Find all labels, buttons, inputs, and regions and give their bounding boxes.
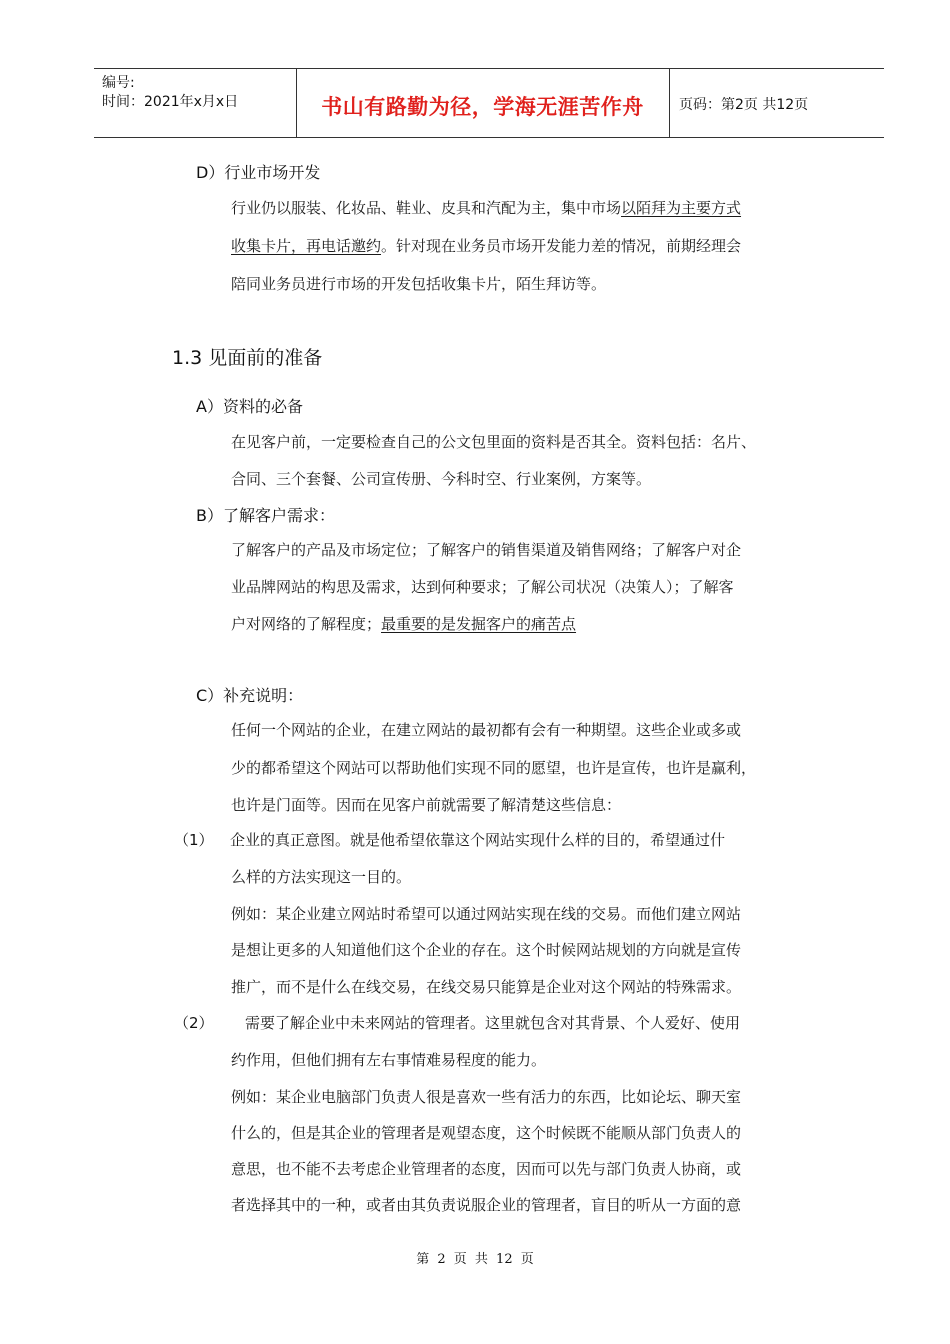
page-info: 页码：第2页 共12页	[679, 97, 809, 113]
paragraph-line: 是想让更多的人知道他们这个企业的存在。这个时候网站规划的方向就是宣传	[231, 941, 742, 959]
paragraph-line: 也许是门面等。因而在见客户前就需要了解清楚这些信息：	[231, 796, 622, 814]
paragraph-line: 陪同业务员进行市场的开发包括收集卡片，陌生拜访等。	[231, 275, 607, 293]
motto: 书山有路勤为径，学海无涯苦作舟	[321, 94, 644, 119]
paragraph-line: 了解客户的产品及市场定位；了解客户的销售渠道及销售网络；了解客户对企	[231, 541, 742, 559]
paragraph-line: 什么的，但是其企业的管理者是观望态度，这个时候既不能顺从部门负责人的	[231, 1124, 742, 1142]
section-c-title: C）补充说明：	[196, 686, 304, 705]
page-footer: 第 2 页 共 12 页	[416, 1252, 534, 1267]
list-item	[230, 829, 725, 850]
paragraph-line: 推广，而不是什么在线交易，在线交易只能算是企业对这个网站的特殊需求。	[231, 978, 742, 996]
list-item-number: （2）	[174, 1014, 214, 1032]
list-item-number: （1）	[174, 831, 214, 849]
section-b-title: B）了解客户需求：	[196, 506, 335, 525]
section-heading-1-3: 1.3 见面前的准备	[172, 347, 323, 369]
paragraph-line	[231, 197, 741, 218]
time-label: 时间：2021年x月x日	[102, 94, 239, 110]
text-span: 户对网络的了解程度；	[231, 615, 382, 633]
paragraph-line: 者选择其中的一种，或者由其负责说服企业的管理者，盲目的听从一方面的意	[231, 1196, 742, 1214]
paragraph-line: 约作用，但他们拥有左右事情难易程度的能力。	[231, 1051, 547, 1069]
header-left-cell	[94, 69, 297, 137]
paragraph-line: 少的都希望这个网站可以帮助他们实现不同的愿望，也许是宣传，也许是赢利，	[231, 759, 757, 777]
paragraph-line: 例如：某企业建立网站时希望可以通过网站实现在线的交易。而他们建立网站	[231, 905, 742, 923]
section-a-title: A）资料的必备	[196, 397, 303, 416]
header-right-cell	[669, 69, 884, 137]
text-span: 行业仍以服装、化妆品、鞋业、皮具和汽配为主，集中市场	[231, 199, 622, 217]
text-span: 。就是他希望依靠这个网站实现什么样的目的，希望通过什	[335, 831, 726, 849]
section-d-title: D）行业市场开发	[196, 163, 321, 182]
paragraph-line: 意思，也不能不去考虑企业管理者的态度，因而可以先与部门负责人协商，或	[231, 1160, 742, 1178]
list-item	[245, 1012, 740, 1033]
underlined-text: 收集卡片，再电话邀约	[231, 237, 382, 255]
paragraph-line	[231, 613, 576, 634]
page-header	[94, 68, 884, 138]
underlined-text: 最重要的是发掘客户的痛苦点	[381, 615, 577, 633]
bold-text: 需要了解企业中未来网站的管理者	[245, 1014, 471, 1032]
header-motto-cell	[296, 69, 670, 137]
paragraph-line: 例如：某企业电脑部门负责人很是喜欢一些有活力的东西，比如论坛、聊天室	[231, 1088, 742, 1106]
paragraph-line: 任何一个网站的企业，在建立网站的最初都有会有一种期望。这些企业或多或	[231, 721, 742, 739]
number-label: 编号:	[102, 75, 135, 91]
paragraph-line: 业品牌网站的构思及需求，达到何种要求；了解公司状况（决策人）；了解客	[231, 578, 734, 596]
bold-text: 企业的真正意图	[230, 831, 336, 849]
text-span: 。针对现在业务员市场开发能力差的情况，前期经理会	[381, 237, 742, 255]
paragraph-line: 么样的方法实现这一目的。	[231, 868, 412, 886]
paragraph-line: 在见客户前，一定要检查自己的公文包里面的资料是否其全。资料包括：名片、	[231, 433, 757, 451]
text-span: 。这里就包含对其背景、个人爱好、使用	[470, 1014, 741, 1032]
underlined-text: 以陌拜为主要方式	[621, 199, 742, 217]
paragraph-line: 合同、三个套餐、公司宣传册、今科时空、行业案例，方案等。	[231, 470, 652, 488]
paragraph-line	[231, 235, 741, 256]
